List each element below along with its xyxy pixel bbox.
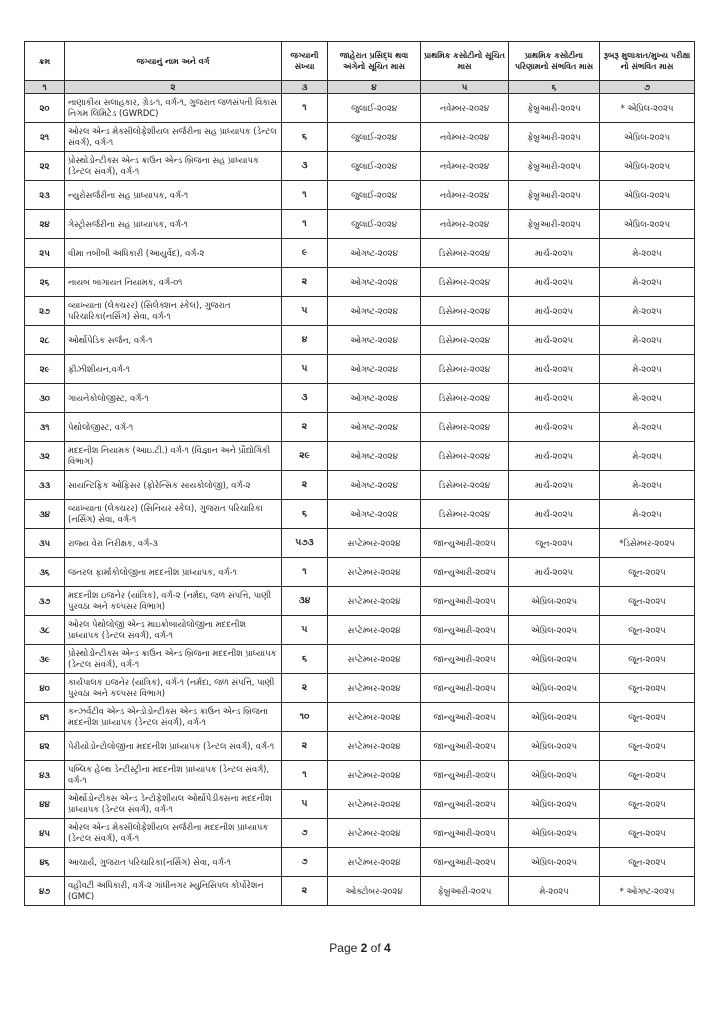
cell-sr: ૨૫ [25, 239, 65, 268]
cell-sr: ૩૨ [25, 442, 65, 471]
cell-interview: *ડિસેમ્બર-૨૦૨૫ [600, 529, 695, 558]
header-result: પ્રાથમિક કસોટીના પરિણામનો સંભવિત માસ [509, 42, 600, 81]
cell-advt: જુલાઈ-૨૦૨૪ [328, 210, 421, 239]
cell-result: માર્ચ-૨૦૨૫ [509, 268, 600, 297]
cell-advt: જુલાઈ-૨૦૨૪ [328, 181, 421, 210]
cell-sr: ૪૨ [25, 732, 65, 761]
cell-advt: સપ્ટેમ્બર-૨૦૨૪ [328, 645, 421, 674]
cell-count: ૫ [282, 297, 328, 326]
cell-advt: ઓગષ્ટ-૨૦૨૪ [328, 500, 421, 529]
cell-prelim: જાન્યુઆરી-૨૦૨૫ [421, 674, 509, 703]
cell-post: ન્યુરોસર્જરીના સહ પ્રાધ્યાપક, વર્ગ-૧ [65, 181, 282, 210]
cell-prelim: ડિસેમ્બર-૨૦૨૪ [421, 355, 509, 384]
cell-result: માર્ચ-૨૦૨૫ [509, 471, 600, 500]
table-row [25, 442, 695, 471]
cell-interview: જૂન-૨૦૨૫ [600, 558, 695, 587]
cell-sr: ૪૫ [25, 819, 65, 848]
cell-post: ગાયનેકોલોજીસ્ટ, વર્ગ-૧ [65, 384, 282, 413]
page-total: 4 [384, 941, 391, 955]
header-sr: ક્રમ [25, 42, 65, 81]
cell-post: વહીવટી અધિકારી, વર્ગ-૨ ગાંધીનગર મ્યુનિસિપલ કોર્પોરેશન (GMC) [65, 877, 282, 906]
cell-post: ઓરલ એન્ડ મેક્સીલોફેશીયલ સર્જરીના મદદનીશ પ્રાધ્યાપક (ડેન્ટલ સંવર્ગ), વર્ગ-૧ [65, 819, 282, 848]
cell-interview: મે-૨૦૨૫ [600, 355, 695, 384]
cell-post: ઓરલ પેથોલોજી એન્ડ માઇક્રોબાયોલોજીના મદદનીશ પ્રાધ્યાપક (ડેન્ટલ સંવર્ગ), વર્ગ-૧ [65, 616, 282, 645]
cell-count: ૨ [282, 471, 328, 500]
cell-result: ફેબ્રુઆરી-૨૦૨૫ [509, 94, 600, 123]
cell-result: માર્ચ-૨૦૨૫ [509, 297, 600, 326]
cell-interview: જૂન-૨૦૨૫ [600, 790, 695, 819]
recruitment-schedule-table [24, 41, 695, 906]
cell-count: ૨ [282, 674, 328, 703]
cell-post: કન્ઝર્વેટીવ એન્ડ એન્ડોડોન્ટીક્સ એન્ડ ક્રાઉન એન્ડ બ્રિજના મદદનીશ પ્રાધ્યાપક (ડેન્ટલ સંવર્ગ), વર્ગ-૧ [65, 703, 282, 732]
cell-advt: ઓગષ્ટ-૨૦૨૪ [328, 471, 421, 500]
header-interview: રૂબરૂ મુલાકાત/મુખ્ય પરીક્ષા નો સંભવિત માસ [600, 42, 695, 81]
cell-sr: ૪૬ [25, 848, 65, 877]
cell-post: વીમા તબીબી અધિકારી (આયુર્વેદ), વર્ગ-૨ [65, 239, 282, 268]
cell-post: ઓર્થોડોન્ટીક્સ એન્ડ ડેન્ટોફેશીયલ ઓર્થોપેડીક્સના મદદનીશ પ્રાધ્યાપક (ડેન્ટલ સંવર્ગ), વર્ગ-૧ [65, 790, 282, 819]
cell-prelim: જાન્યુઆરી-૨૦૨૫ [421, 529, 509, 558]
table-row [25, 587, 695, 616]
cell-count: ૧૦ [282, 703, 328, 732]
cell-post: સાયન્ટિફિક ઓફિસર (ફોરેન્સિક સાયકોલોજી), વર્ગ-૨ [65, 471, 282, 500]
cell-result: માર્ચ-૨૦૨૫ [509, 500, 600, 529]
cell-prelim: જાન્યુઆરી-૨૦૨૫ [421, 790, 509, 819]
header-advt: જાહેરાત પ્રસિદ્ધ થવા અંગેનો સૂચિત માસ [328, 42, 421, 81]
cell-interview: જૂન-૨૦૨૫ [600, 761, 695, 790]
cell-prelim: જાન્યુઆરી-૨૦૨૫ [421, 819, 509, 848]
cell-result: ફેબ્રુઆરી-૨૦૨૫ [509, 210, 600, 239]
cell-count: ૩૪ [282, 587, 328, 616]
cell-result: માર્ચ-૨૦૨૫ [509, 326, 600, 355]
cell-count: ૫ [282, 355, 328, 384]
cell-prelim: ડિસેમ્બર-૨૦૨૪ [421, 297, 509, 326]
cell-prelim: જાન્યુઆરી-૨૦૨૫ [421, 616, 509, 645]
cell-interview: એપ્રિલ-૨૦૨૫ [600, 181, 695, 210]
table-row [25, 471, 695, 500]
cell-advt: ઓગષ્ટ-૨૦૨૪ [328, 413, 421, 442]
table-row [25, 355, 695, 384]
cell-post: ઓર્થોપેડિક સર્જન, વર્ગ-૧ [65, 326, 282, 355]
header-count: જગ્યાની સંખ્યા [282, 42, 328, 81]
cell-count: ૨ [282, 413, 328, 442]
cell-interview: મે-૨૦૨૫ [600, 268, 695, 297]
index-cell: ૫ [421, 81, 509, 94]
cell-sr: ૨૦ [25, 94, 65, 123]
cell-sr: ૨૯ [25, 355, 65, 384]
cell-prelim: નવેમ્બર-૨૦૨૪ [421, 181, 509, 210]
cell-result: એપ્રિલ-૨૦૨૫ [509, 848, 600, 877]
cell-prelim: ડિસેમ્બર-૨૦૨૪ [421, 384, 509, 413]
cell-prelim: જાન્યુઆરી-૨૦૨૫ [421, 732, 509, 761]
cell-sr: ૨૪ [25, 210, 65, 239]
cell-advt: ઓક્ટોબર-૨૦૨૪ [328, 877, 421, 906]
cell-result: મે-૨૦૨૫ [509, 877, 600, 906]
cell-result: એપ્રિલ-૨૦૨૫ [509, 674, 600, 703]
cell-advt: સપ્ટેમ્બર-૨૦૨૪ [328, 529, 421, 558]
cell-count: ૯ [282, 239, 328, 268]
cell-advt: જુલાઈ-૨૦૨૪ [328, 94, 421, 123]
cell-advt: સપ્ટેમ્બર-૨૦૨૪ [328, 674, 421, 703]
cell-count: ૫ [282, 790, 328, 819]
cell-interview: એપ્રિલ-૨૦૨૫ [600, 210, 695, 239]
table-row [25, 384, 695, 413]
header-prelim: પ્રાથમિક કસોટીનો સૂચિત માસ [421, 42, 509, 81]
cell-advt: સપ્ટેમ્બર-૨૦૨૪ [328, 848, 421, 877]
table-row [25, 326, 695, 355]
cell-interview: એપ્રિલ-૨૦૨૫ [600, 123, 695, 152]
cell-count: ૫ [282, 616, 328, 645]
cell-sr: ૨૨ [25, 152, 65, 181]
index-cell: ૬ [509, 81, 600, 94]
cell-interview: જૂન-૨૦૨૫ [600, 645, 695, 674]
cell-sr: ૨૧ [25, 123, 65, 152]
page-number [0, 941, 720, 955]
cell-result: એપ્રિલ-૨૦૨૫ [509, 790, 600, 819]
cell-sr: ૨૬ [25, 268, 65, 297]
cell-post: રાજ્ય વેરા નિરીક્ષક, વર્ગ-૩ [65, 529, 282, 558]
cell-prelim: ડિસેમ્બર-૨૦૨૪ [421, 471, 509, 500]
cell-interview: જૂન-૨૦૨૫ [600, 848, 695, 877]
table-row [25, 94, 695, 123]
cell-count: ૩ [282, 384, 328, 413]
table-row [25, 529, 695, 558]
cell-sr: ૩૯ [25, 645, 65, 674]
cell-post: જનરલ ફાર્માકોલોજીના મદદનીશ પ્રાધ્યાપક, વર્ગ-૧ [65, 558, 282, 587]
cell-advt: ઓગષ્ટ-૨૦૨૪ [328, 355, 421, 384]
cell-result: માર્ચ-૨૦૨૫ [509, 558, 600, 587]
cell-result: માર્ચ-૨૦૨૫ [509, 413, 600, 442]
cell-post: વ્યાખ્યાતા (લેક્ચરર) (સિલેક્શન સ્કેલ), ગુજરાત પરિચારિકા(નર્સિંગ) સેવા, વર્ગ-૧ [65, 297, 282, 326]
cell-interview: મે-૨૦૨૫ [600, 413, 695, 442]
cell-post: મદદનીશ ઇજનેર (યાંત્રિક), વર્ગ-૨ (નર્મદા, જળ સંપત્તિ, પાણી પુરવઠા અને કલ્પસર વિભાગ) [65, 587, 282, 616]
cell-prelim: નવેમ્બર-૨૦૨૪ [421, 210, 509, 239]
page-of: of [367, 941, 385, 955]
cell-interview: જૂન-૨૦૨૫ [600, 587, 695, 616]
cell-sr: ૪૦ [25, 674, 65, 703]
cell-interview: જૂન-૨૦૨૫ [600, 703, 695, 732]
header-post: જગ્યાનું નામ અને વર્ગ [65, 42, 282, 81]
cell-sr: ૪૧ [25, 703, 65, 732]
cell-count: ૧ [282, 761, 328, 790]
cell-sr: ૩૦ [25, 384, 65, 413]
cell-advt: ઓગષ્ટ-૨૦૨૪ [328, 442, 421, 471]
cell-result: એપ્રિલ-૨૦૨૫ [509, 645, 600, 674]
cell-count: ૨ [282, 732, 328, 761]
cell-count: ૧ [282, 94, 328, 123]
cell-sr: ૩૪ [25, 500, 65, 529]
cell-advt: જુલાઈ-૨૦૨૪ [328, 152, 421, 181]
table-row [25, 877, 695, 906]
index-cell: ૨ [65, 81, 282, 94]
cell-interview: મે-૨૦૨૫ [600, 297, 695, 326]
cell-result: એપ્રિલ-૨૦૨૫ [509, 732, 600, 761]
cell-interview: મે-૨૦૨૫ [600, 442, 695, 471]
cell-prelim: જાન્યુઆરી-૨૦૨૫ [421, 645, 509, 674]
cell-post: પેરીયોડોન્ટોલોજીના મદદનીશ પ્રાધ્યાપક (ડેન્ટલ સંવર્ગ), વર્ગ-૧ [65, 732, 282, 761]
table-row [25, 123, 695, 152]
cell-advt: ઓગષ્ટ-૨૦૨૪ [328, 268, 421, 297]
cell-prelim: ડિસેમ્બર-૨૦૨૪ [421, 268, 509, 297]
column-index-row [25, 81, 695, 94]
cell-advt: સપ્ટેમ્બર-૨૦૨૪ [328, 790, 421, 819]
cell-sr: ૨૭ [25, 297, 65, 326]
cell-post: આચાર્ય, ગુજરાત પરિચારિકા(નર્સિંગ) સેવા, વર્ગ-૧ [65, 848, 282, 877]
cell-advt: સપ્ટેમ્બર-૨૦૨૪ [328, 587, 421, 616]
cell-post: ગેસ્ટ્રોસર્જરીના સહ પ્રાધ્યાપક, વર્ગ-૧ [65, 210, 282, 239]
table-row [25, 819, 695, 848]
cell-sr: ૩૬ [25, 558, 65, 587]
cell-prelim: જાન્યુઆરી-૨૦૨૫ [421, 848, 509, 877]
cell-post: મદદનીશ નિયામક (આઇ.ટી.) વર્ગ-૧ (વિજ્ઞાન અને પ્રૌદ્યોગિકી વિભાગ) [65, 442, 282, 471]
cell-result: ફેબ્રુઆરી-૨૦૨૫ [509, 181, 600, 210]
page-current: 2 [360, 941, 368, 955]
cell-interview: મે-૨૦૨૫ [600, 384, 695, 413]
schedule-page [24, 41, 694, 906]
cell-post: પબ્લિક હેલ્થ ડેન્ટીસ્ટ્રીના મદદનીશ પ્રાધ્યાપક (ડેન્ટલ સંવર્ગ), વર્ગ-૧ [65, 761, 282, 790]
table-row [25, 616, 695, 645]
cell-result: માર્ચ-૨૦૨૫ [509, 384, 600, 413]
table-row [25, 732, 695, 761]
cell-interview: જૂન-૨૦૨૫ [600, 819, 695, 848]
cell-prelim: ડિસેમ્બર-૨૦૨૪ [421, 442, 509, 471]
table-row [25, 500, 695, 529]
cell-count: ૪ [282, 326, 328, 355]
cell-count: ૬ [282, 123, 328, 152]
table-row [25, 848, 695, 877]
cell-count: ૨ [282, 268, 328, 297]
cell-advt: ઓગષ્ટ-૨૦૨૪ [328, 297, 421, 326]
cell-post: પ્રોસ્થોડોન્ટીક્સ એન્ડ ક્રાઉન એન્ડ બ્રિજના મદદનીશ પ્રાધ્યાપક (ડેન્ટલ સંવર્ગ), વર્ગ-૧ [65, 645, 282, 674]
cell-prelim: ડિસેમ્બર-૨૦૨૪ [421, 239, 509, 268]
cell-count: ૬ [282, 500, 328, 529]
table-row [25, 181, 695, 210]
table-row [25, 210, 695, 239]
cell-advt: સપ્ટેમ્બર-૨૦૨૪ [328, 558, 421, 587]
table-row [25, 674, 695, 703]
index-cell: ૪ [328, 81, 421, 94]
cell-result: ફેબ્રુઆરી-૨૦૨૫ [509, 152, 600, 181]
cell-sr: ૨૮ [25, 326, 65, 355]
cell-post: નાણાકીય સલાહકાર, ગ્રેડ-૧, વર્ગ-૧, ગુજરાત જળસંપતી વિકાસ નિગમ લિમિટેડ (GWRDC) [65, 94, 282, 123]
cell-interview: * ઓગષ્ટ-૨૦૨૫ [600, 877, 695, 906]
cell-result: એપ્રિલ-૨૦૨૫ [509, 616, 600, 645]
cell-sr: ૩૭ [25, 587, 65, 616]
cell-prelim: નવેમ્બર-૨૦૨૪ [421, 94, 509, 123]
cell-count: ૧ [282, 558, 328, 587]
table-row [25, 152, 695, 181]
cell-post: નાયબ બાગાયત નિયામક, વર્ગ-૦૧ [65, 268, 282, 297]
cell-sr: ૪૭ [25, 877, 65, 906]
table-header-row [25, 42, 695, 81]
cell-result: એપ્રિલ-૨૦૨૫ [509, 819, 600, 848]
table-row [25, 761, 695, 790]
cell-advt: ઓગષ્ટ-૨૦૨૪ [328, 326, 421, 355]
cell-interview: મે-૨૦૨૫ [600, 500, 695, 529]
cell-result: એપ્રિલ-૨૦૨૫ [509, 703, 600, 732]
cell-advt: સપ્ટેમ્બર-૨૦૨૪ [328, 819, 421, 848]
cell-count: ૭ [282, 848, 328, 877]
cell-sr: ૪૩ [25, 761, 65, 790]
cell-interview: જૂન-૨૦૨૫ [600, 674, 695, 703]
cell-sr: ૩૩ [25, 471, 65, 500]
cell-sr: ૪૪ [25, 790, 65, 819]
index-cell: ૧ [25, 81, 65, 94]
cell-post: પેથોલોજીસ્ટ, વર્ગ-૧ [65, 413, 282, 442]
cell-prelim: નવેમ્બર-૨૦૨૪ [421, 152, 509, 181]
cell-count: ૨૯ [282, 442, 328, 471]
cell-result: જૂન-૨૦૨૫ [509, 529, 600, 558]
cell-count: ૨ [282, 877, 328, 906]
cell-interview: મે-૨૦૨૫ [600, 239, 695, 268]
cell-sr: ૩૧ [25, 413, 65, 442]
cell-count: ૭ [282, 819, 328, 848]
table-row [25, 413, 695, 442]
page-prefix: Page [329, 941, 361, 955]
cell-interview: મે-૨૦૨૫ [600, 471, 695, 500]
cell-post: પ્રોસ્થોડોન્ટીક્સ એન્ડ ક્રાઉન એન્ડ બ્રિજના સહ પ્રાધ્યાપક (ડેન્ટલ સંવર્ગ), વર્ગ-૧ [65, 152, 282, 181]
cell-prelim: જાન્યુઆરી-૨૦૨૫ [421, 761, 509, 790]
table-row [25, 297, 695, 326]
table-row [25, 268, 695, 297]
cell-interview: મે-૨૦૨૫ [600, 326, 695, 355]
cell-result: એપ્રિલ-૨૦૨૫ [509, 761, 600, 790]
cell-advt: સપ્ટેમ્બર-૨૦૨૪ [328, 616, 421, 645]
cell-post: ફીઝીશીયન,વર્ગ-૧ [65, 355, 282, 384]
cell-count: ૧ [282, 181, 328, 210]
cell-prelim: ફેબ્રુઆરી-૨૦૨૫ [421, 877, 509, 906]
cell-advt: ઓગષ્ટ-૨૦૨૪ [328, 384, 421, 413]
cell-prelim: ડિસેમ્બર-૨૦૨૪ [421, 413, 509, 442]
cell-count: ૫૭૩ [282, 529, 328, 558]
cell-count: ૧ [282, 210, 328, 239]
cell-prelim: ડિસેમ્બર-૨૦૨૪ [421, 500, 509, 529]
cell-advt: સપ્ટેમ્બર-૨૦૨૪ [328, 761, 421, 790]
cell-result: એપ્રિલ-૨૦૨૫ [509, 587, 600, 616]
cell-post: ઓરલ એન્ડ મેક્સીલોફેશીયલ સર્જરીના સહ પ્રાધ્યાપક (ડેન્ટલ સંવર્ગ), વર્ગ-૧ [65, 123, 282, 152]
cell-post: કાર્યપાલક ઇજનેર (યાંત્રિક), વર્ગ-૧ (નર્મદા, જળ સંપત્તિ, પાણી પુરવઠા અને કલ્પસર વિભાગ) [65, 674, 282, 703]
cell-advt: સપ્ટેમ્બર-૨૦૨૪ [328, 732, 421, 761]
table-row [25, 703, 695, 732]
cell-count: ૩ [282, 152, 328, 181]
cell-prelim: જાન્યુઆરી-૨૦૨૫ [421, 558, 509, 587]
cell-prelim: ડિસેમ્બર-૨૦૨૪ [421, 326, 509, 355]
cell-sr: ૩૫ [25, 529, 65, 558]
cell-sr: ૩૮ [25, 616, 65, 645]
cell-result: માર્ચ-૨૦૨૫ [509, 355, 600, 384]
index-cell: ૭ [600, 81, 695, 94]
cell-interview: જૂન-૨૦૨૫ [600, 616, 695, 645]
cell-prelim: નવેમ્બર-૨૦૨૪ [421, 123, 509, 152]
table-row [25, 790, 695, 819]
table-row [25, 558, 695, 587]
cell-result: ફેબ્રુઆરી-૨૦૨૫ [509, 123, 600, 152]
cell-interview: એપ્રિલ-૨૦૨૫ [600, 152, 695, 181]
cell-advt: સપ્ટેમ્બર-૨૦૨૪ [328, 703, 421, 732]
cell-sr: ૨૩ [25, 181, 65, 210]
cell-advt: ઓગષ્ટ-૨૦૨૪ [328, 239, 421, 268]
cell-prelim: જાન્યુઆરી-૨૦૨૫ [421, 587, 509, 616]
cell-interview: * એપ્રિલ-૨૦૨૫ [600, 94, 695, 123]
cell-advt: જુલાઈ-૨૦૨૪ [328, 123, 421, 152]
index-cell: ૩ [282, 81, 328, 94]
table-body [25, 81, 695, 906]
cell-interview: જૂન-૨૦૨૫ [600, 732, 695, 761]
cell-prelim: જાન્યુઆરી-૨૦૨૫ [421, 703, 509, 732]
cell-post: વ્યાખ્યાતા (લેક્ચરર) (સિનિયર સ્કેલ), ગુજરાત પરિચારિકા (નર્સિંગ) સેવા, વર્ગ-૧ [65, 500, 282, 529]
cell-count: ૬ [282, 645, 328, 674]
cell-result: માર્ચ-૨૦૨૫ [509, 239, 600, 268]
cell-result: માર્ચ-૨૦૨૫ [509, 442, 600, 471]
table-row [25, 239, 695, 268]
table-row [25, 645, 695, 674]
